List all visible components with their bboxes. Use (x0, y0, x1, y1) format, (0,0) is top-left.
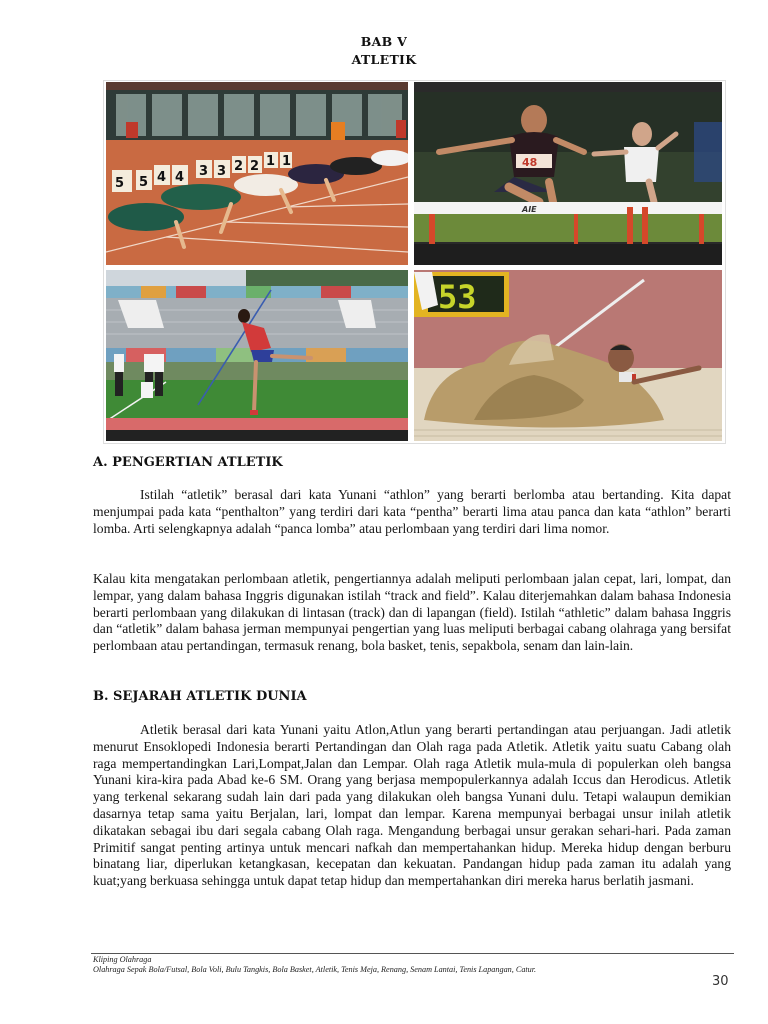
svg-text:1: 1 (266, 154, 276, 169)
svg-text:5: 5 (115, 176, 125, 191)
svg-text:48: 48 (522, 156, 538, 169)
svg-text:53: 53 (438, 278, 477, 316)
svg-text:5: 5 (139, 175, 149, 190)
footer-divider (91, 953, 734, 954)
chapter-title: ATLETIK (351, 52, 417, 67)
svg-text:1: 1 (282, 154, 292, 169)
footer-subtitle: Olahraga Sepak Bola/Futsal, Bola Voli, Bulu Tangkis, Bola Basket, Atletik, Tenis Meja, Renang, Senam Lantai, Tenis Lapangan, Catur. (93, 965, 537, 974)
chapter-number: BAB V (360, 34, 408, 49)
hurdles-photo (414, 82, 722, 265)
page-number: 30 (712, 974, 729, 989)
svg-text:4: 4 (157, 170, 167, 185)
paragraph (93, 722, 731, 890)
svg-text:2: 2 (234, 159, 244, 174)
paragraph-text: Kalau kita mengatakan perlombaan atletik, pengertiannya adalah meliputi perlombaan jalan cepat, lari, lompat, dan lempar, yang dalam bahasa Inggris digunakan istilah “track and field”. Kalau diterjemahkan dalam bahasa Indonesia berarti perlombaan yang dilakukan di lintasan (track) dan di lapangan (field). Istilah “athletic” dalam bahasa Inggris dan “atletik” dalam bahasa jerman mempunyai pengertian yang luas meliputi berbagai cabang olahraga yang bersifat perlombaan atau pertandingan, termasuk renang, bola basket, tenis, sepakbola, senam dan lain-lain. (93, 571, 731, 654)
section-title-sejarah: B. SEJARAH ATLETIK DUNIA (93, 689, 307, 704)
svg-text:3: 3 (217, 164, 227, 179)
photo-collage (103, 80, 726, 444)
section-title-pengertian: A. PENGERTIAN ATLETIK (93, 455, 283, 470)
paragraph-text: Atletik berasal dari kata Yunani yaitu Atlon,Atlun yang berarti pertandingan atau perjuangan. Jadi atletik menurut Ensoklopedi Indonesia berarti Pertandingan dan Olah raga pada Atletik. Atletik yaitu suatu Cabang olah raga mempertandingkan Lari,Lompat,Jalan dan Lempar. Olah raga Atletik mula-mula di populerkan oleh bangsa Yunani kira-kira pada Abad ke-6 SM. Orang yang berjasa mempopulerkannya adalah Iccus dan Herodicus. Atletik yang terkenal sekarang sudah lain dari pada yang dilakukan oleh bangsa Yunani dulu. Tetapi walaupun demikian dasarnya tetap sama yaitu Berjalan, lari, lompat dan lempar. Karena mempunyai berbagai unsur inilah atletik dikatakan sebagai ibu dari segala cabang Olah raga. Mengandung berbagai unsur gerakan sehari-hari. Pada zaman Primitif sangat penting artinya untuk mencari nafkah dan mempertahankan hidup. Mereka hidup dengan berburu binatang liar, diperlukan ketangkasan, kecepatan dan kekuatan. Pandangan hidup pada zaman itu adalah yang kuat;yang berkuasa sehingga untuk dapat tetap hidup dan mempertahankan diri mereka harus berlatih jasmani. (93, 722, 731, 889)
sprint-start-photo (106, 82, 408, 265)
paragraph-text: Istilah “atletik” berasal dari kata Yunani “athlon” yang berarti berlomba atau bertanding. Kita dapat menjumpai pada kata “penthalton” yang terdiri dari kata “pentha” berarti lima atau panca dan kata “athlon” berarti lomba. Arti selengkapnya adalah “panca lomba” atau perlombaan yang terdiri dari lima nomor. (93, 487, 731, 536)
svg-text:4: 4 (175, 170, 185, 185)
paragraph (93, 571, 731, 655)
footer-title: Kliping Olahraga (93, 955, 152, 964)
svg-text:AIE: AIE (522, 205, 537, 214)
javelin-photo (106, 270, 408, 441)
svg-text:2: 2 (250, 159, 260, 174)
paragraph (93, 487, 731, 537)
svg-text:3: 3 (199, 164, 209, 179)
long-jump-photo (414, 270, 722, 441)
